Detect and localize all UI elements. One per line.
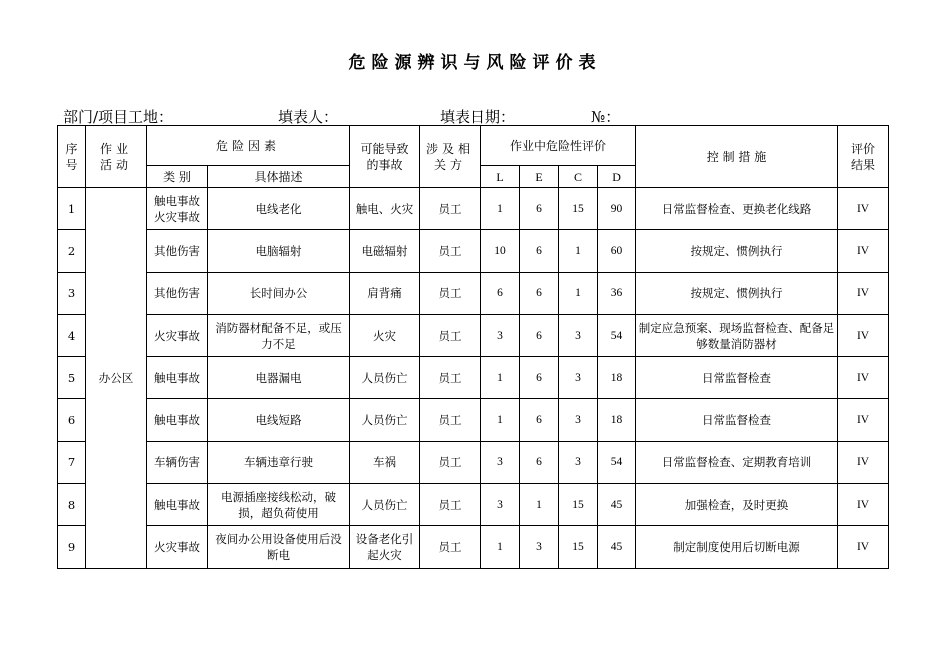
party-cell: 员工	[420, 230, 481, 272]
party-cell: 员工	[420, 314, 481, 356]
description-cell: 夜间办公用设备使用后没断电	[208, 526, 350, 568]
row-number: 4	[58, 314, 86, 356]
table-row	[58, 357, 889, 399]
l-value: 6	[481, 272, 520, 314]
d-value: 54	[598, 441, 636, 483]
description-cell: 车辆违章行驶	[208, 441, 350, 483]
page-title: 危险源辨识与风险评价表	[348, 53, 602, 73]
control-cell: 制定应急预案、现场监督检查、配备足够数量消防器材	[636, 314, 838, 356]
accident-cell: 触电、火灾	[350, 188, 420, 230]
row-number: 8	[58, 484, 86, 526]
accident-cell: 肩背痛	[350, 272, 420, 314]
result-cell: IV	[838, 314, 889, 356]
table-row	[58, 399, 889, 441]
header-activity: 作业活动	[86, 126, 147, 188]
c-value: 3	[559, 399, 598, 441]
header-involved-parties: 涉及相关方	[420, 126, 481, 188]
c-value: 15	[559, 526, 598, 568]
risk-table	[57, 125, 889, 569]
description-cell: 长时间办公	[208, 272, 350, 314]
category-cell: 触电事故	[147, 357, 208, 399]
c-value: 15	[559, 484, 598, 526]
category-cell: 触电事故	[147, 484, 208, 526]
table-row	[58, 484, 889, 526]
control-cell: 制定制度使用后切断电源	[636, 526, 838, 568]
header-e: E	[520, 166, 559, 188]
accident-cell: 电磁辐射	[350, 230, 420, 272]
e-value: 6	[520, 314, 559, 356]
accident-cell: 火灾	[350, 314, 420, 356]
result-cell: IV	[838, 526, 889, 568]
result-cell: IV	[838, 399, 889, 441]
header-l: L	[481, 166, 520, 188]
row-number: 7	[58, 441, 86, 483]
control-cell: 日常监督检查	[636, 357, 838, 399]
accident-cell: 车祸	[350, 441, 420, 483]
header-control-measures: 控 制 措 施	[636, 126, 838, 188]
control-cell: 加强检查，及时更换	[636, 484, 838, 526]
table-row	[58, 441, 889, 483]
party-cell: 员工	[420, 526, 481, 568]
e-value: 6	[520, 441, 559, 483]
party-cell: 员工	[420, 441, 481, 483]
header-result: 评价结果	[838, 126, 889, 188]
table-row	[58, 272, 889, 314]
c-value: 3	[559, 357, 598, 399]
e-value: 6	[520, 272, 559, 314]
control-cell: 按规定、惯例执行	[636, 272, 838, 314]
c-value: 1	[559, 230, 598, 272]
category-cell: 火灾事故	[147, 314, 208, 356]
l-value: 3	[481, 314, 520, 356]
e-value: 3	[520, 526, 559, 568]
d-value: 45	[598, 526, 636, 568]
c-value: 3	[559, 314, 598, 356]
control-cell: 按规定、惯例执行	[636, 230, 838, 272]
description-cell: 电源插座接线松动，破损，超负荷使用	[208, 484, 350, 526]
row-number: 2	[58, 230, 86, 272]
header-description: 具体描述	[208, 166, 350, 188]
c-value: 15	[559, 188, 598, 230]
activity-cell: 办公区	[86, 188, 147, 569]
header-seq: 序号	[58, 126, 86, 188]
c-value: 1	[559, 272, 598, 314]
description-cell: 电脑辐射	[208, 230, 350, 272]
category-cell: 触电事故	[147, 399, 208, 441]
result-cell: IV	[838, 188, 889, 230]
party-cell: 员工	[420, 399, 481, 441]
d-value: 18	[598, 399, 636, 441]
e-value: 6	[520, 399, 559, 441]
result-cell: IV	[838, 230, 889, 272]
d-value: 60	[598, 230, 636, 272]
l-value: 10	[481, 230, 520, 272]
table-row	[58, 230, 889, 272]
accident-cell: 人员伤亡	[350, 399, 420, 441]
d-value: 45	[598, 484, 636, 526]
category-cell: 触电事故 火灾事故	[147, 188, 208, 230]
description-cell: 电线短路	[208, 399, 350, 441]
date-label: 填表日期：	[440, 108, 516, 126]
header-hazard-factors: 危险因素	[147, 126, 350, 166]
description-cell: 电器漏电	[208, 357, 350, 399]
row-number: 3	[58, 272, 86, 314]
header-c: C	[559, 166, 598, 188]
d-value: 18	[598, 357, 636, 399]
l-value: 1	[481, 399, 520, 441]
result-cell: IV	[838, 357, 889, 399]
l-value: 3	[481, 484, 520, 526]
accident-cell: 设备老化引起火灾	[350, 526, 420, 568]
row-number: 6	[58, 399, 86, 441]
description-cell: 电线老化	[208, 188, 350, 230]
l-value: 3	[481, 441, 520, 483]
result-cell: IV	[838, 441, 889, 483]
party-cell: 员工	[420, 357, 481, 399]
filler-label: 填表人：	[278, 108, 339, 126]
table-row	[58, 526, 889, 568]
category-cell: 车辆伤害	[147, 441, 208, 483]
l-value: 1	[481, 188, 520, 230]
d-value: 36	[598, 272, 636, 314]
category-cell: 其他伤害	[147, 230, 208, 272]
table-row	[58, 188, 889, 230]
department-label: 部门/项目工地：	[63, 108, 174, 126]
l-value: 1	[481, 357, 520, 399]
accident-cell: 人员伤亡	[350, 357, 420, 399]
result-cell: IV	[838, 484, 889, 526]
number-label: №：	[591, 108, 621, 126]
accident-cell: 人员伤亡	[350, 484, 420, 526]
d-value: 54	[598, 314, 636, 356]
header-possible-accident: 可能导致的事故	[350, 126, 420, 188]
party-cell: 员工	[420, 188, 481, 230]
header-d: D	[598, 166, 636, 188]
table-row	[58, 314, 889, 356]
row-number: 9	[58, 526, 86, 568]
party-cell: 员工	[420, 484, 481, 526]
header-category: 类 别	[147, 166, 208, 188]
e-value: 1	[520, 484, 559, 526]
category-cell: 其他伤害	[147, 272, 208, 314]
d-value: 90	[598, 188, 636, 230]
control-cell: 日常监督检查	[636, 399, 838, 441]
control-cell: 日常监督检查、更换老化线路	[636, 188, 838, 230]
result-cell: IV	[838, 272, 889, 314]
row-number: 1	[58, 188, 86, 230]
l-value: 1	[481, 526, 520, 568]
party-cell: 员工	[420, 272, 481, 314]
e-value: 6	[520, 188, 559, 230]
c-value: 3	[559, 441, 598, 483]
control-cell: 日常监督检查、定期教育培训	[636, 441, 838, 483]
category-cell: 火灾事故	[147, 526, 208, 568]
e-value: 6	[520, 230, 559, 272]
header-risk-evaluation: 作业中危险性评价	[481, 126, 636, 166]
description-cell: 消防器材配备不足，或压力不足	[208, 314, 350, 356]
e-value: 6	[520, 357, 559, 399]
row-number: 5	[58, 357, 86, 399]
